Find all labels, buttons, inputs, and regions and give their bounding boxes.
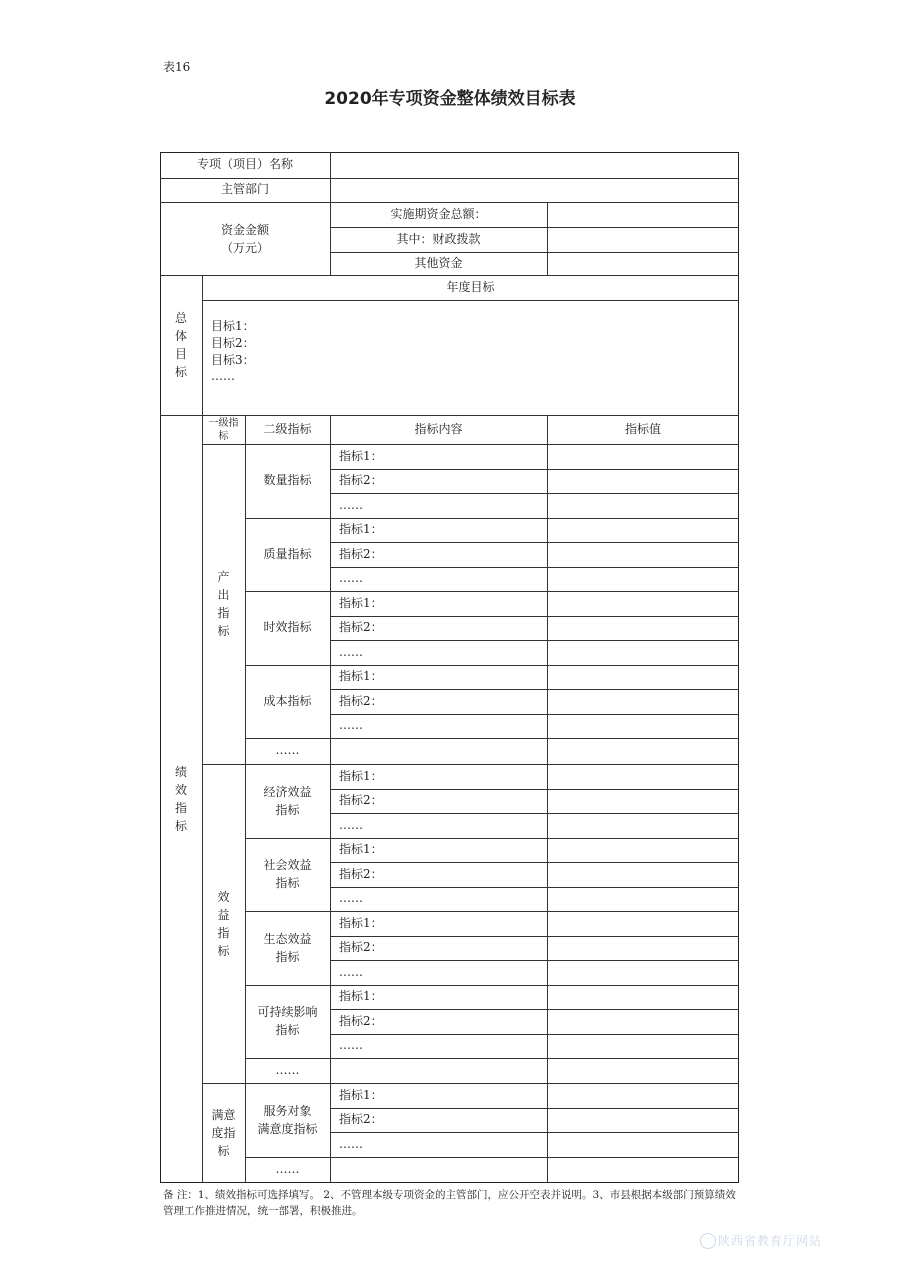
- rule-line: [330, 1034, 739, 1035]
- performance-indicator-label-char: 指: [174, 801, 187, 815]
- indicator-value-field[interactable]: [547, 640, 739, 665]
- output-sub-indicator: 成本指标: [263, 693, 312, 708]
- indicator-content-ellipsis: ……: [339, 964, 363, 979]
- indicator-content-item1: 指标1：: [339, 842, 383, 857]
- indicator-content-item1: 指标1：: [339, 448, 383, 463]
- output-sub-indicator: 质量指标: [263, 546, 312, 561]
- output-sub-indicator: 时效指标: [263, 620, 312, 635]
- rule-line: [330, 960, 739, 961]
- rule-line: [330, 1108, 739, 1109]
- indicator-content-ellipsis: ……: [339, 718, 363, 733]
- rule-line: [330, 689, 739, 690]
- annual-goal-header: 年度目标: [446, 279, 495, 294]
- benefit-sub-indicator: [245, 985, 330, 1059]
- rule-line: [330, 862, 739, 863]
- indicator-value-field[interactable]: [547, 813, 739, 838]
- rule-line: [330, 813, 739, 814]
- indicator-content-item2: 指标2：: [339, 940, 383, 955]
- annual-goal-content[interactable]: [202, 300, 739, 415]
- other-funds-label: 其他资金: [414, 255, 463, 270]
- output-more: ……: [275, 743, 300, 758]
- rule-line: [330, 469, 739, 470]
- indicator-content-item2: 指标2：: [339, 793, 383, 808]
- benefit-indicator-label-char: 效: [217, 889, 230, 904]
- indicator-content-ellipsis: ……: [339, 644, 363, 659]
- output-indicator-label-char: 出: [217, 588, 230, 602]
- indicator-content-ellipsis: ……: [339, 497, 363, 512]
- indicator-content-item1: 指标1：: [339, 915, 383, 930]
- table-number: 表16: [163, 60, 191, 74]
- benefit-sub-indicator: [245, 764, 330, 838]
- goal-line: 目标1：: [211, 319, 255, 333]
- benefit-sub-indicator: [245, 838, 330, 912]
- funds-amount-label-line: 资金金额: [220, 222, 269, 237]
- level1-header: 一级指标: [208, 417, 239, 442]
- indicator-value-field[interactable]: [547, 1108, 739, 1133]
- performance-indicator-label: [160, 415, 202, 1183]
- rule-line: [330, 887, 739, 888]
- output-indicator-label-char: 标: [217, 624, 230, 638]
- indicator-content-ellipsis: ……: [339, 1136, 363, 1151]
- rule-line: [330, 1009, 739, 1010]
- indicator-content-ellipsis: ……: [339, 1038, 363, 1053]
- satisfaction-more: ……: [275, 1162, 300, 1177]
- output-indicator-label-char: 指: [217, 606, 230, 620]
- indicator-content-item2: 指标2：: [339, 1013, 383, 1028]
- rule-line: [202, 275, 203, 415]
- indicator-content-item1: 指标1：: [339, 522, 383, 537]
- rule-line: [330, 542, 739, 543]
- indicator-value-field[interactable]: [547, 444, 739, 469]
- indicator-value-field[interactable]: [547, 862, 739, 887]
- indicator-value-field[interactable]: [547, 838, 739, 863]
- indicator-value-field[interactable]: [547, 689, 739, 714]
- indicator-content-item2: 指标2：: [339, 693, 383, 708]
- department-label: 主管部门: [220, 182, 269, 197]
- satisfaction-more-field[interactable]: [330, 1157, 739, 1184]
- benefit-sub-indicator-line: 可持续影响: [257, 1005, 318, 1020]
- performance-indicator-label-char: 标: [174, 819, 187, 833]
- indicator-value-field[interactable]: [547, 542, 739, 567]
- benefit-sub-indicator-line: 指标: [275, 949, 300, 964]
- indicator-content-item2: 指标2：: [339, 866, 383, 881]
- benefit-indicator-label: [202, 764, 245, 1083]
- benefit-more-field[interactable]: [330, 1058, 739, 1083]
- indicator-content-item2: 指标2：: [339, 1112, 383, 1127]
- rule-line: [330, 640, 739, 641]
- rule-line: [547, 202, 548, 275]
- benefit-more: ……: [275, 1062, 300, 1077]
- indicator-content-item2: 指标2：: [339, 620, 383, 635]
- indicator-value-field[interactable]: [547, 789, 739, 814]
- rule-line: [330, 493, 739, 494]
- goal-line: 目标3：: [211, 352, 255, 367]
- benefit-sub-indicator-line: 指标: [275, 876, 300, 891]
- funds-amount-label-line: （万元）: [220, 240, 269, 255]
- overall-goal-label-char: 标: [174, 365, 187, 379]
- indicator-value-field[interactable]: [547, 936, 739, 961]
- rule-line: [330, 936, 739, 937]
- indicator-value-field[interactable]: [547, 911, 739, 936]
- indicator-content-item1: 指标1：: [339, 1087, 383, 1102]
- overall-goal-label: [160, 275, 202, 415]
- performance-indicator-label-char: 效: [174, 783, 187, 797]
- satisfaction-indicator-label-line: 满意: [211, 1108, 236, 1122]
- satisfaction-indicator-label-line: 标: [217, 1144, 230, 1158]
- benefit-sub-indicator-line: 经济效益: [263, 784, 312, 799]
- indicator-value-field[interactable]: [547, 518, 739, 543]
- overall-goal-label-char: 体: [174, 329, 187, 343]
- fiscal-funds-field[interactable]: [547, 227, 739, 252]
- rule-line: [330, 616, 739, 617]
- output-indicator-label: [202, 444, 245, 764]
- benefit-indicator-label-char: 指: [217, 925, 230, 940]
- rule-line: [330, 1132, 739, 1133]
- output-more-field[interactable]: [330, 738, 739, 764]
- total-funds-label: 实施期资金总额：: [390, 206, 487, 221]
- value-header: 指标值: [624, 421, 661, 436]
- benefit-sub-indicator-line: 指标: [275, 802, 300, 817]
- benefit-indicator-label-char: 益: [217, 907, 230, 922]
- rule-line: [330, 789, 739, 790]
- indicator-value-field[interactable]: [547, 714, 739, 739]
- indicator-content-item1: 指标1：: [339, 669, 383, 684]
- level2-header: 二级指标: [263, 421, 312, 436]
- indicator-value-field[interactable]: [547, 469, 739, 494]
- watermark-logo-icon: [700, 1233, 716, 1249]
- watermark: 陕西省教育厅网站: [718, 1234, 823, 1248]
- rule-line: [330, 567, 739, 568]
- satisfaction-sub-indicator: [245, 1083, 330, 1157]
- footnote: 备 注：1、绩效指标可选择填写。 2、不管理本级专项资金的主管部门，应公开空表并说明。3、市县根据本级部门预算绩效管理工作推进情况，统一部署，积极推进。: [163, 1189, 736, 1218]
- indicator-content-item2: 指标2：: [339, 546, 383, 561]
- indicator-value-field[interactable]: [547, 1083, 739, 1108]
- department-field[interactable]: [330, 178, 739, 202]
- rule-line: [547, 738, 548, 764]
- indicator-content-ellipsis: ……: [339, 817, 363, 832]
- indicator-value-field[interactable]: [547, 567, 739, 592]
- satisfaction-indicator-label-line: 度指: [211, 1126, 236, 1140]
- rule-line: [330, 152, 331, 275]
- project-name-label: 专项（项目）名称: [196, 157, 293, 172]
- indicator-content-item1: 指标1：: [339, 595, 383, 610]
- indicator-content-ellipsis: ……: [339, 571, 363, 586]
- rule-line: [330, 714, 739, 715]
- indicator-value-field[interactable]: [547, 616, 739, 641]
- goal-line: 目标2：: [211, 335, 255, 350]
- satisfaction-indicator-label: [202, 1083, 245, 1183]
- indicator-value-field[interactable]: [547, 887, 739, 912]
- indicator-value-field[interactable]: [547, 1034, 739, 1059]
- indicator-content-ellipsis: ……: [339, 891, 363, 906]
- indicator-content-item1: 指标1：: [339, 768, 383, 783]
- indicator-value-field[interactable]: [547, 1132, 739, 1157]
- satisfaction-sub-indicator-line: 服务对象: [263, 1103, 312, 1118]
- output-sub-indicator: 数量指标: [263, 473, 312, 488]
- indicator-value-field[interactable]: [547, 764, 739, 789]
- indicator-value-field[interactable]: [547, 960, 739, 985]
- content-header: 指标内容: [414, 421, 463, 436]
- overall-goal-label-char: 总: [174, 311, 187, 325]
- document-title: 2020年专项资金整体绩效目标表: [324, 89, 576, 109]
- indicator-content-item2: 指标2：: [339, 473, 383, 488]
- goal-line: ……: [211, 369, 235, 384]
- fiscal-funds-label: 其中：财政拨款: [396, 231, 481, 246]
- output-indicator-label-char: 产: [217, 570, 230, 584]
- benefit-sub-indicator: [245, 911, 330, 985]
- other-funds-field[interactable]: [547, 252, 739, 275]
- indicator-value-field[interactable]: [547, 591, 739, 616]
- indicator-value-field[interactable]: [547, 493, 739, 518]
- indicator-content-item1: 指标1：: [339, 989, 383, 1004]
- indicator-value-field[interactable]: [547, 665, 739, 690]
- satisfaction-sub-indicator-line: 满意度指标: [257, 1121, 318, 1136]
- total-funds-field[interactable]: [547, 202, 739, 227]
- benefit-sub-indicator-line: 生态效益: [263, 931, 312, 946]
- funds-amount-label: [160, 202, 330, 275]
- indicator-value-field[interactable]: [547, 1009, 739, 1034]
- performance-indicator-label-char: 绩: [174, 765, 187, 779]
- project-name-field[interactable]: [330, 152, 739, 178]
- benefit-sub-indicator-line: 社会效益: [263, 858, 312, 873]
- benefit-sub-indicator-line: 指标: [275, 1023, 300, 1038]
- indicator-value-field[interactable]: [547, 985, 739, 1010]
- benefit-indicator-label-char: 标: [217, 943, 230, 958]
- overall-goal-label-char: 目: [174, 347, 187, 361]
